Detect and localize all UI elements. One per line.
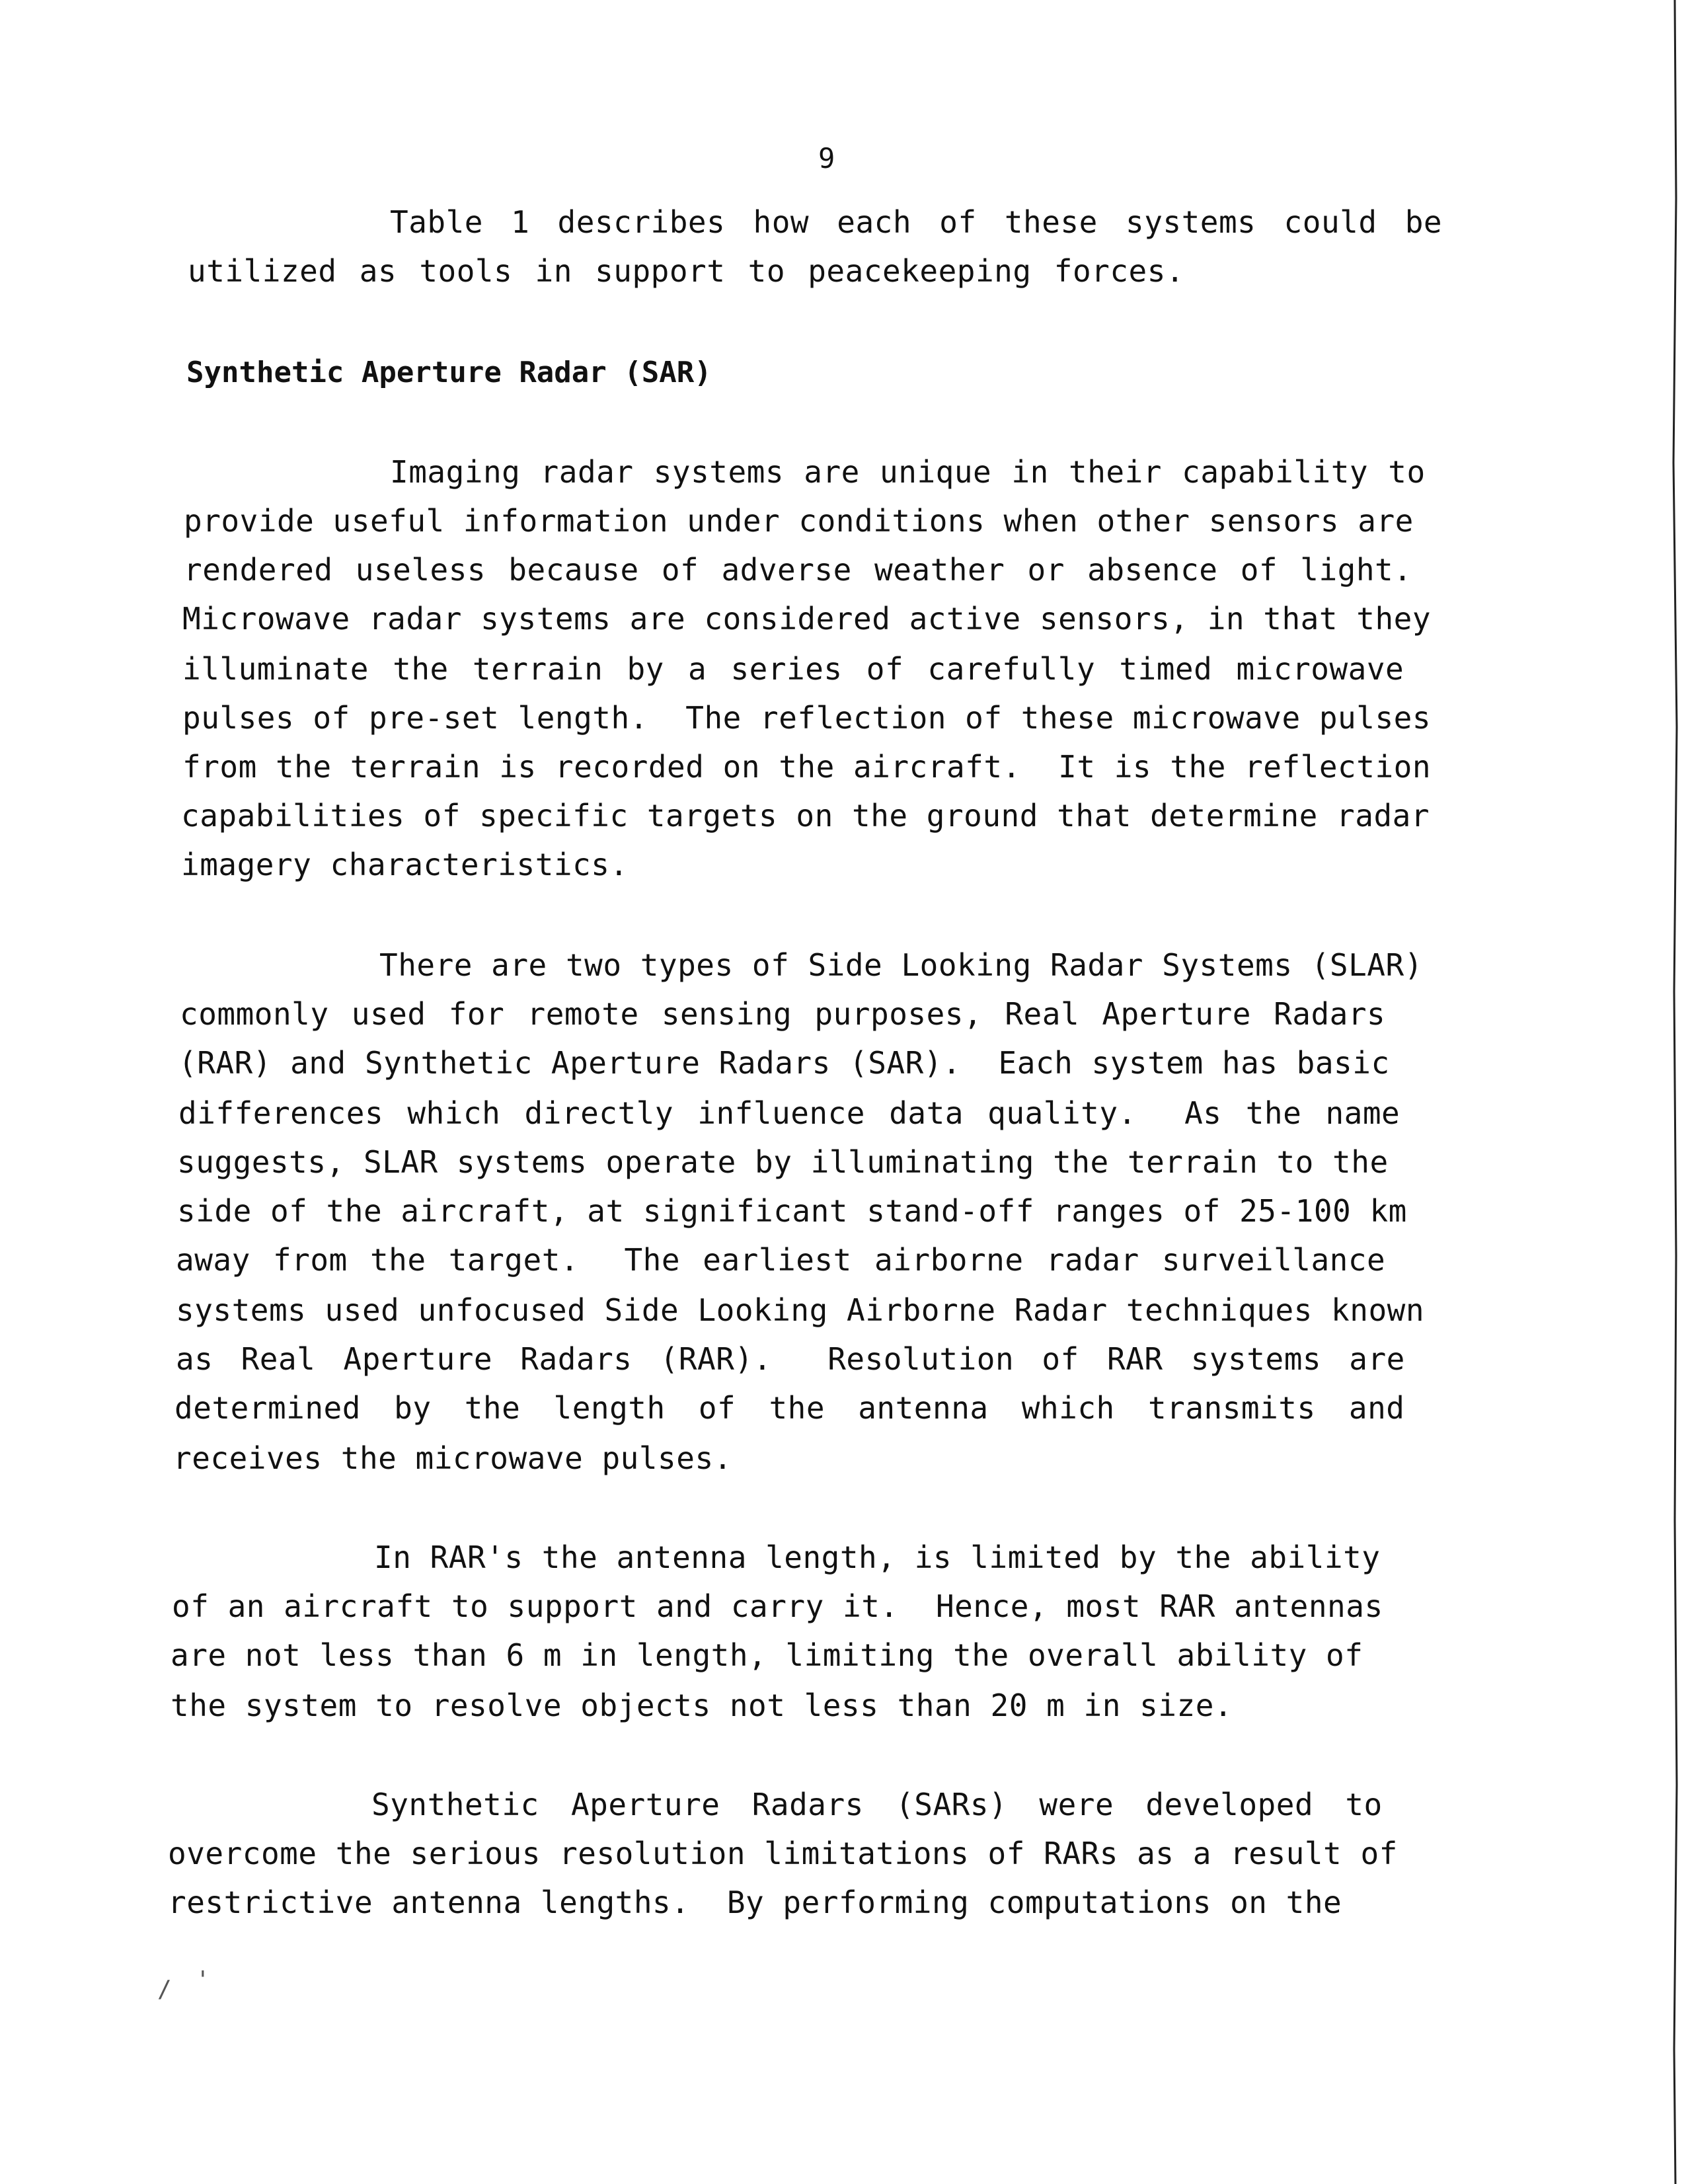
para1-line-5: illuminate the terrain by a series of carefully timed microwave	[182, 651, 1404, 687]
para2-line-8: systems used unfocused Side Looking Airborne Radar techniques known	[176, 1292, 1425, 1328]
para4-line-3: restrictive antenna lengths. By performing computations on the	[168, 1885, 1342, 1920]
para1-line-9: imagery characteristics.	[181, 847, 629, 882]
para2-line-4: differences which directly influence data quality. As the name	[178, 1095, 1400, 1131]
para2-line-5: suggests, SLAR systems operate by illuminating the terrain to the	[177, 1144, 1389, 1180]
intro-line-2: utilized as tools in support to peacekeeping forces.	[188, 253, 1185, 289]
para2-line-11: receives the microwave pulses.	[173, 1440, 732, 1476]
scan-speck-mark: /	[157, 1976, 172, 2003]
para1-line-2: provide useful information under conditions when other sensors are	[184, 503, 1414, 539]
para3-line-1: In RAR's the antenna length, is limited by the ability	[374, 1540, 1381, 1575]
intro-line-1: Table 1 describes how each of these systems could be	[390, 204, 1443, 240]
para2-line-9: as Real Aperture Radars (RAR). Resolution of RAR systems are	[176, 1341, 1405, 1377]
para3-line-2: of an aircraft to support and carry it. Hence, most RAR antennas	[172, 1588, 1383, 1624]
para1-line-4: Microwave radar systems are considered active sensors, in that they	[182, 601, 1432, 637]
para3-line-4: the system to resolve objects not less than 20 m in size.	[171, 1688, 1233, 1723]
para1-line-6: pulses of pre-set length. The reflection of these microwave pulses	[182, 700, 1432, 736]
para1-line-8: capabilities of specific targets on the ground that determine radar	[181, 798, 1430, 834]
para1-line-1: Imaging radar systems are unique in their capability to	[390, 454, 1426, 490]
scan-speck-mark-2: '	[196, 1967, 210, 1994]
para3-line-3: are not less than 6 m in length, limiting the overall ability of	[171, 1637, 1363, 1673]
scan-edge-mark	[1671, 0, 1680, 2184]
para2-line-6: side of the aircraft, at significant stand-off ranges of 25-100 km	[177, 1193, 1407, 1229]
para2-line-7: away from the target. The earliest airborne radar surveillance	[176, 1242, 1386, 1278]
para1-line-7: from the terrain is recorded on the aircraft. It is the reflection	[182, 749, 1432, 785]
para2-line-10: determined by the length of the antenna which transmits and	[174, 1390, 1405, 1426]
page-number: 9	[818, 142, 835, 175]
para4-line-2: overcome the serious resolution limitations of RARs as a result of	[168, 1836, 1398, 1871]
para4-line-1: Synthetic Aperture Radars (SARs) were developed to	[371, 1787, 1383, 1822]
para2-line-1: There are two types of Side Looking Radar Systems (SLAR)	[379, 947, 1423, 983]
para2-line-2: commonly used for remote sensing purposes, Real Aperture Radars	[180, 996, 1386, 1032]
section-heading: Synthetic Aperture Radar (SAR)	[186, 356, 712, 389]
para2-line-3: (RAR) and Synthetic Aperture Radars (SAR). Each system has basic	[178, 1045, 1390, 1081]
para1-line-3: rendered useless because of adverse weather or absence of light.	[184, 552, 1412, 588]
